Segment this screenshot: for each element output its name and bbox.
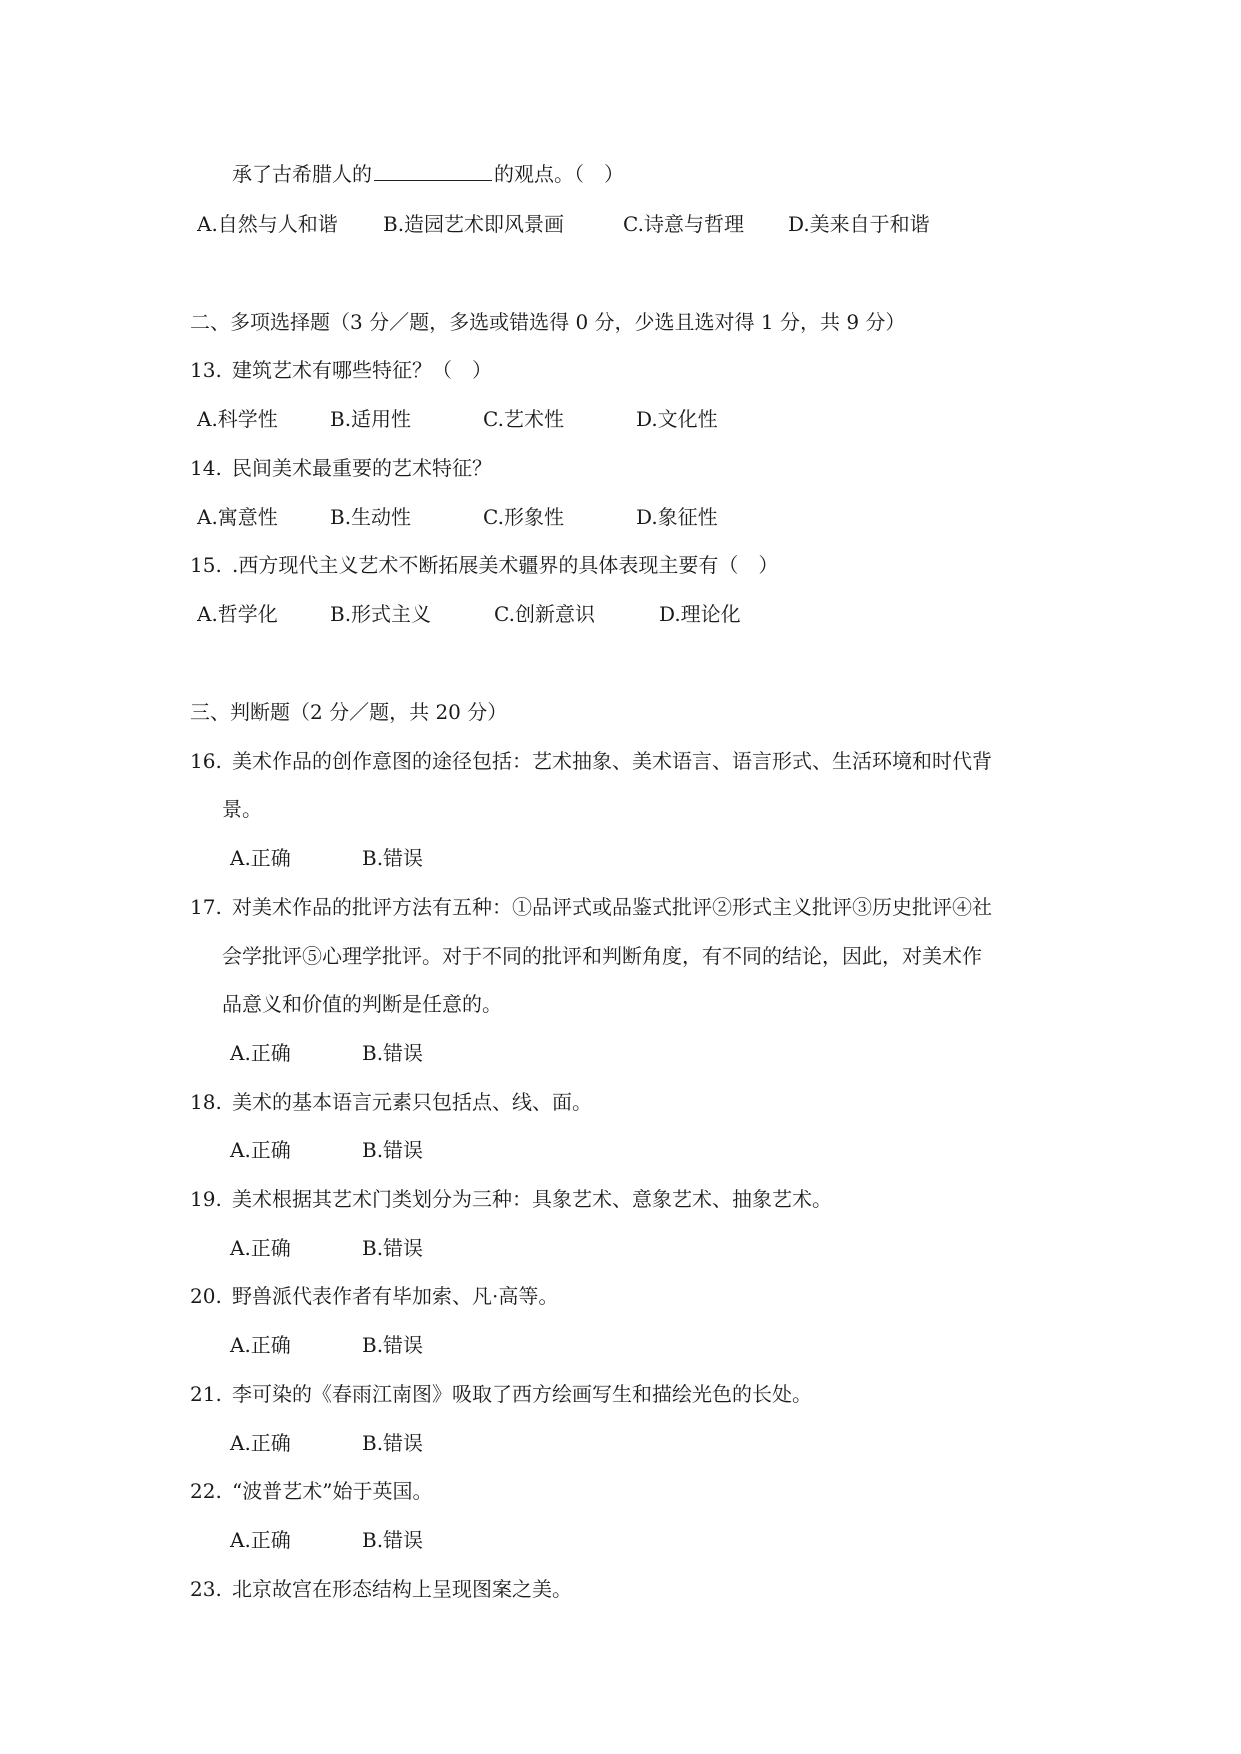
q12-option-d: D.美来自于和谐	[788, 212, 930, 236]
q16	[190, 749, 992, 773]
q14-option-d: D.象征性	[636, 505, 718, 529]
q15-number: 15.	[190, 553, 222, 577]
q23-text: 北京故宫在形态结构上呈现图案之美。	[232, 1577, 572, 1601]
q17-option-a: A.正确	[230, 1041, 291, 1065]
q13-option-a: A.科学性	[197, 407, 278, 431]
q13-option-c: C.艺术性	[483, 407, 564, 431]
q22	[190, 1479, 432, 1503]
q12-continuation	[232, 162, 624, 186]
q13-number: 13.	[190, 358, 222, 382]
q13-option-b: B.适用性	[330, 407, 412, 431]
q15-option-c: C.创新意识	[494, 602, 595, 626]
q20-text: 野兽派代表作者有毕加索、凡·高等。	[232, 1284, 559, 1308]
q16-number: 16.	[190, 749, 222, 773]
q20-option-a: A.正确	[230, 1333, 291, 1357]
q19	[190, 1187, 832, 1211]
q17-option-b: B.错误	[362, 1041, 424, 1065]
q18-option-b: B.错误	[362, 1138, 424, 1162]
q18-option-a: A.正确	[230, 1138, 291, 1162]
q17	[190, 895, 992, 919]
q12-prefix: 承了古希腊人的	[232, 162, 372, 186]
q15-option-a: A.哲学化	[197, 602, 278, 626]
q18	[190, 1090, 592, 1114]
q15-option-b: B.形式主义	[330, 602, 432, 626]
q23	[190, 1577, 572, 1601]
q12-option-b: B.造园艺术即风景画	[383, 212, 565, 236]
q19-option-a: A.正确	[230, 1236, 291, 1260]
q15-text: .西方现代主义艺术不断拓展美术疆界的具体表现主要有（ ）	[232, 553, 779, 577]
q15	[190, 553, 778, 577]
q16-option-a: A.正确	[230, 846, 291, 870]
q20-number: 20.	[190, 1284, 222, 1308]
q21-option-a: A.正确	[230, 1431, 291, 1455]
q23-number: 23.	[190, 1577, 222, 1601]
q22-text: “波普艺术”始于英国。	[232, 1479, 433, 1503]
q19-text: 美术根据其艺术门类划分为三种：具象艺术、意象艺术、抽象艺术。	[232, 1187, 832, 1211]
q14-option-b: B.生动性	[330, 505, 412, 529]
q16-option-b: B.错误	[362, 846, 424, 870]
q22-option-a: A.正确	[230, 1528, 291, 1552]
q19-option-b: B.错误	[362, 1236, 424, 1260]
q16-text-line1: 美术作品的创作意图的途径包括：艺术抽象、美术语言、语言形式、生活环境和时代背	[232, 749, 992, 773]
answer-blank	[374, 162, 492, 181]
q14-text: 民间美术最重要的艺术特征？	[232, 456, 492, 480]
q14-option-c: C.形象性	[483, 505, 564, 529]
q14-option-a: A.寓意性	[197, 505, 278, 529]
section2-title: 二、多项选择题（3 分／题，多选或错选得 0 分，少选且选对得 1 分，共 9 分）	[190, 310, 906, 334]
q15-option-d: D.理论化	[659, 602, 741, 626]
q20	[190, 1284, 558, 1308]
q12-suffix: 的观点。（ ）	[494, 162, 624, 186]
q12-option-c: C.诗意与哲理	[623, 212, 744, 236]
q21	[190, 1382, 812, 1406]
q21-number: 21.	[190, 1382, 222, 1406]
q18-number: 18.	[190, 1090, 222, 1114]
q13-text: 建筑艺术有哪些特征？（ ）	[232, 358, 492, 382]
q14-number: 14.	[190, 456, 222, 480]
q17-text-line1: 对美术作品的批评方法有五种：①品评式或品鉴式批评②形式主义批评③历史批评④社	[232, 895, 992, 919]
q16-text-line2: 景。	[222, 797, 262, 821]
q21-text: 李可染的《春雨江南图》吸取了西方绘画写生和描绘光色的长处。	[232, 1382, 812, 1406]
q20-option-b: B.错误	[362, 1333, 424, 1357]
q17-text-line3: 品意义和价值的判断是任意的。	[222, 992, 502, 1016]
q18-text: 美术的基本语言元素只包括点、线、面。	[232, 1090, 592, 1114]
q19-number: 19.	[190, 1187, 222, 1211]
q14	[190, 456, 492, 480]
q17-number: 17.	[190, 895, 222, 919]
q22-number: 22.	[190, 1479, 222, 1503]
section3-title: 三、判断题（2 分／题，共 20 分）	[190, 700, 508, 724]
q13-option-d: D.文化性	[636, 407, 718, 431]
q12-option-a: A.自然与人和谐	[197, 212, 338, 236]
q13	[190, 358, 492, 382]
q22-option-b: B.错误	[362, 1528, 424, 1552]
q21-option-b: B.错误	[362, 1431, 424, 1455]
q17-text-line2: 会学批评⑤心理学批评。对于不同的批评和判断角度，有不同的结论，因此，对美术作	[222, 944, 982, 968]
